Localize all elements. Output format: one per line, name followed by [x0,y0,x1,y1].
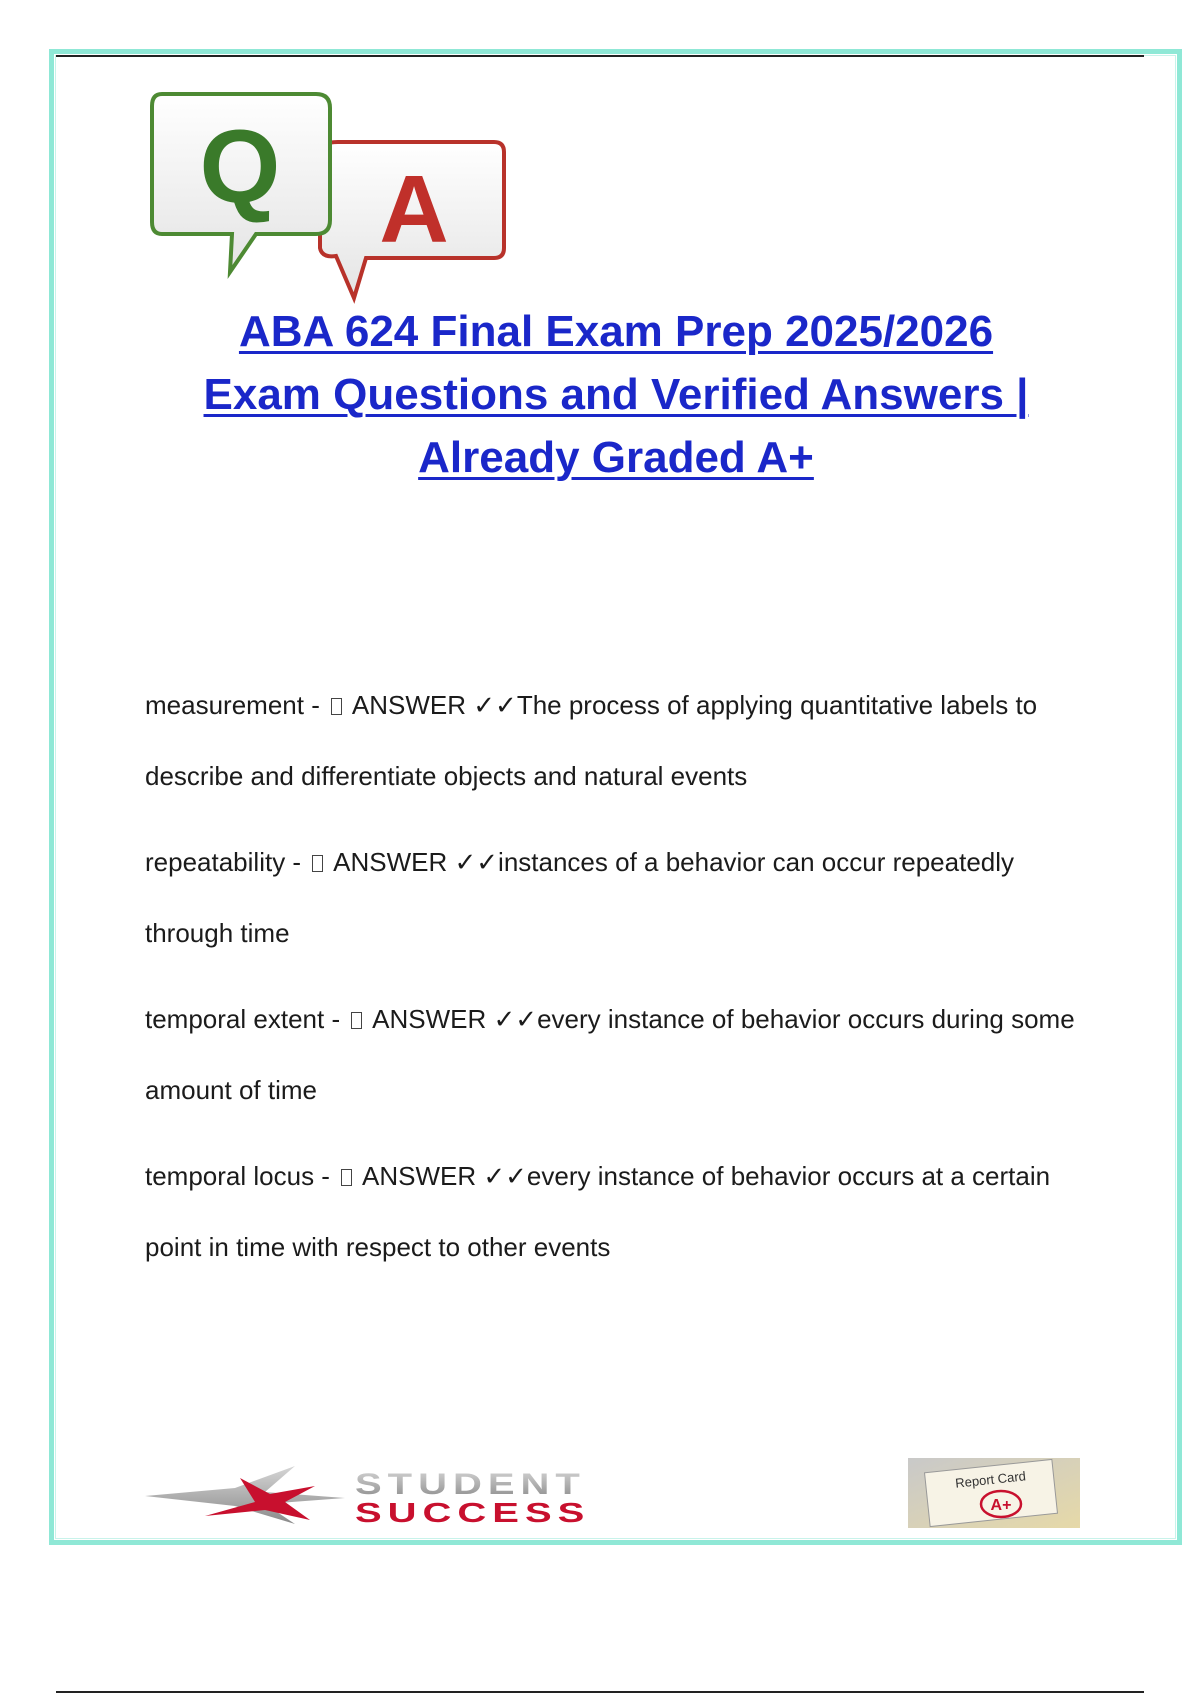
report-card-grade: A+ [990,1497,1012,1514]
missing-glyph-icon [341,1169,352,1186]
qa-item [145,827,1105,969]
qa-term: measurement [145,690,304,720]
report-card-icon [908,1458,1080,1528]
qa-answer: The process of applying quantitative labels to describe and differentiate objects and natural events [145,690,1038,791]
answer-label: ANSWER [372,1004,487,1034]
top-rule [56,55,1144,57]
bottom-rule [56,1691,1144,1693]
q-letter: Q [199,109,281,225]
title-line-3: Already Graded A+ [418,433,814,482]
qa-term: temporal extent [145,1004,325,1034]
missing-glyph-icon [351,1012,362,1029]
answer-label: ANSWER [361,1161,477,1191]
title-line-1: ABA 624 Final Exam Prep 2025/2026 [238,307,994,356]
qa-item [145,984,1105,1126]
qa-term: repeatability [145,847,286,877]
answer-label: ANSWER [333,847,448,877]
qa-answer: instances of a behavior can occur repeatedly through time [145,847,1015,948]
qa-item [145,670,1105,812]
document-title [100,300,1132,489]
qa-term: temporal locus [145,1161,315,1191]
student-success-banner [145,1458,1080,1528]
qa-item [145,1141,1105,1283]
qa-separator: - [314,1161,338,1191]
banner-word-success: SUCCESS [355,1497,591,1528]
title-line-2: Exam Questions and Verified Answers | [203,370,1029,419]
qa-separator: - [285,847,309,877]
check-icon: ✓✓ [483,1161,527,1191]
check-icon: ✓✓ [454,847,499,877]
a-letter: A [379,156,449,263]
qa-answer: every instance of behavior occurs at a certain point in time with respect to other events [145,1161,1051,1262]
check-icon: ✓✓ [493,1004,538,1034]
qa-list [145,670,1105,1298]
report-card-label: Report Card [954,1468,1027,1491]
qa-answer: every instance of behavior occurs during some amount of time [145,1004,1075,1105]
missing-glyph-icon [312,855,323,872]
qa-separator: - [324,1004,348,1034]
missing-glyph-icon [331,698,342,715]
check-icon: ✓✓ [473,690,517,720]
banner-word-student: STUDENT [355,1467,586,1501]
star-swoosh-icon [145,1466,345,1524]
qa-separator: - [303,690,328,720]
qa-logo [148,80,508,305]
answer-label: ANSWER [351,690,466,720]
